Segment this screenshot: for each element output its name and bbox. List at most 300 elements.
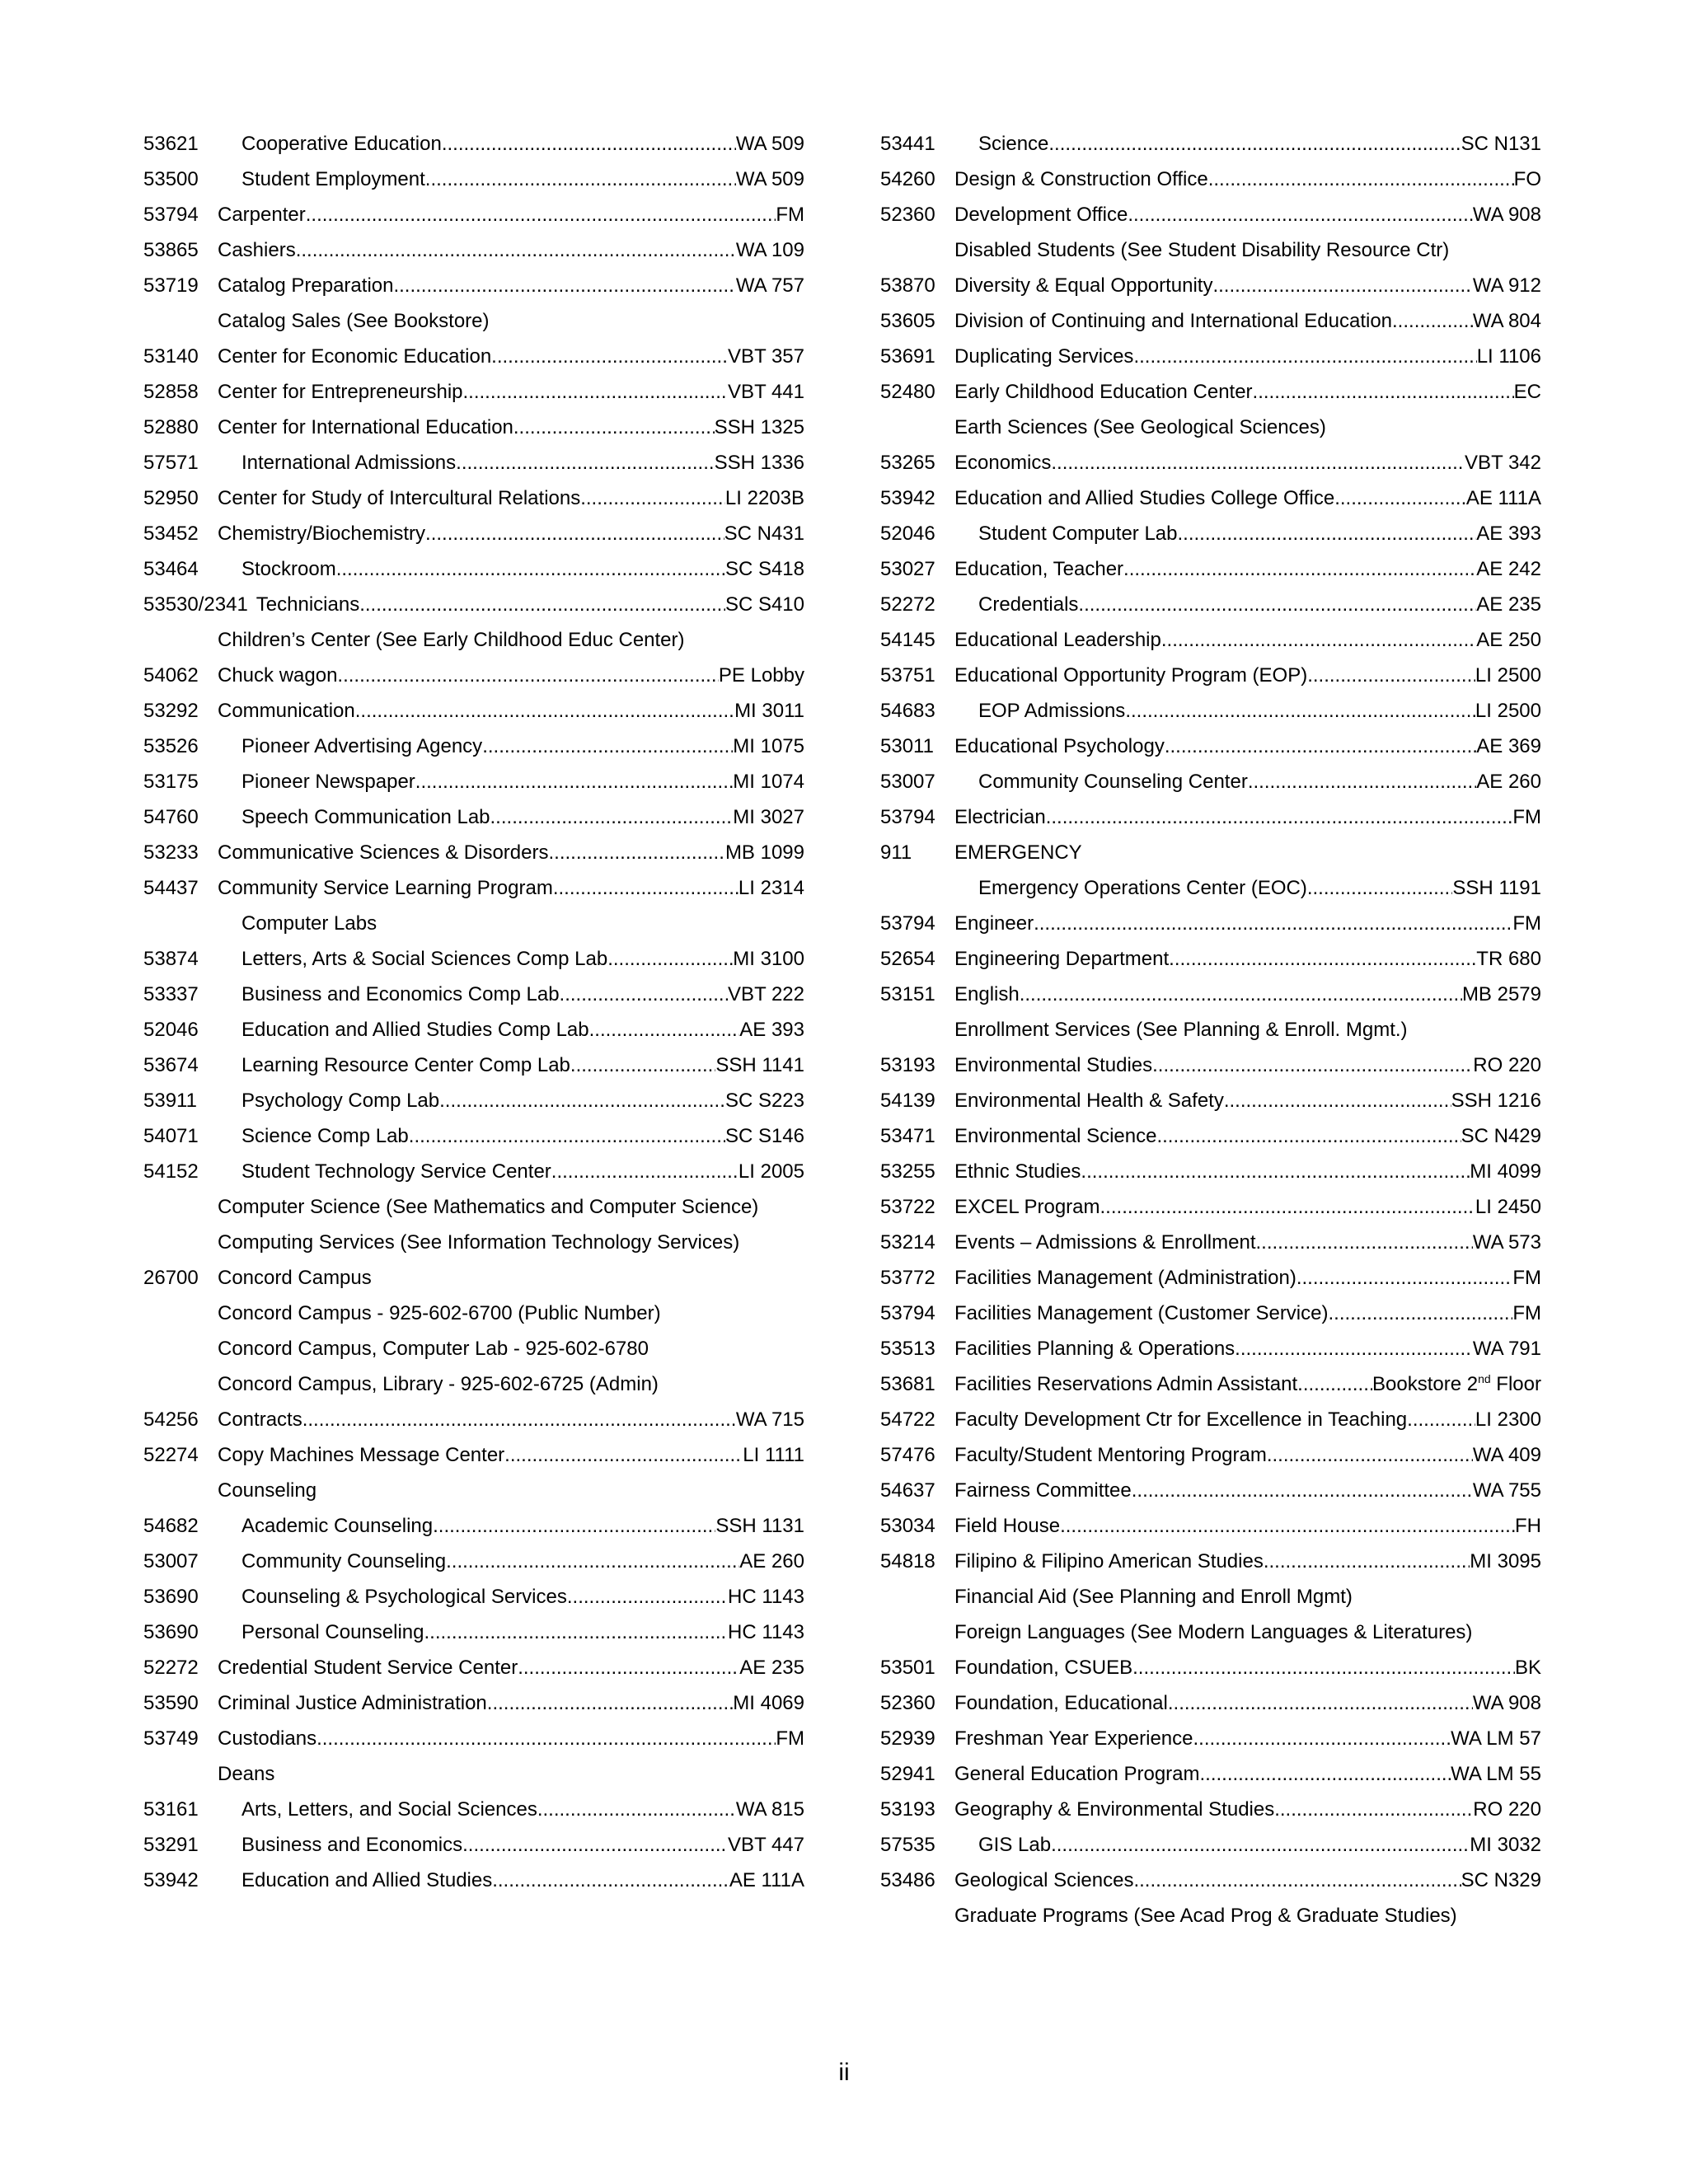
entry-body	[954, 1691, 1541, 1716]
directory-entry	[143, 309, 804, 344]
extension-number: 54145	[880, 629, 935, 651]
location: MB 2579	[1461, 983, 1541, 1005]
dot-leader	[355, 699, 734, 724]
department-name: Computer Labs	[241, 912, 377, 935]
directory-entry	[143, 132, 804, 167]
location: VBT 447	[728, 1834, 804, 1856]
dot-leader	[1208, 167, 1514, 192]
entry-body	[954, 1868, 1541, 1893]
directory-entry	[880, 663, 1541, 699]
entry-body	[218, 1762, 804, 1787]
location: AE 393	[1476, 523, 1541, 545]
department-name: Community Counseling	[241, 1550, 447, 1572]
extension-number: 53193	[880, 1054, 935, 1076]
department-name: Personal Counseling	[241, 1621, 424, 1643]
directory-entry	[880, 274, 1541, 309]
directory-entry	[143, 203, 804, 238]
entry-body	[218, 451, 804, 476]
department-name: Electrician	[954, 806, 1046, 828]
extension-number: 53265	[880, 452, 935, 474]
department-name: Academic Counseling	[241, 1515, 434, 1537]
extension-number: 53530/2341	[143, 593, 248, 616]
entry-body	[954, 238, 1541, 263]
dot-leader	[462, 1833, 728, 1858]
extension-number: 26700	[143, 1267, 199, 1289]
extension-number: 57571	[143, 452, 199, 474]
dot-leader	[1267, 1443, 1473, 1468]
extension-number: 52858	[143, 381, 199, 403]
extension-number: 53175	[143, 771, 199, 793]
directory-entry	[143, 1691, 804, 1727]
entry-body	[954, 1620, 1541, 1645]
extension-number: 52360	[880, 1692, 935, 1714]
entry-body	[954, 663, 1541, 688]
entry-body	[954, 1762, 1541, 1787]
department-name: Educational Psychology	[954, 735, 1165, 757]
entry-body	[218, 522, 804, 546]
dot-leader	[1051, 451, 1465, 476]
entry-body	[218, 770, 804, 794]
directory-entry	[143, 1266, 804, 1301]
location: SSH 1216	[1451, 1090, 1541, 1112]
entry-body	[954, 1727, 1541, 1751]
dot-leader	[424, 1620, 728, 1645]
extension-number: 53034	[880, 1515, 935, 1537]
location: WA 791	[1472, 1338, 1541, 1360]
dot-leader	[442, 132, 736, 157]
directory-entry	[143, 628, 804, 663]
extension-number: 53007	[880, 771, 935, 793]
extension-number: 53464	[143, 558, 199, 580]
department-name: Emergency Operations Center (EOC)	[978, 877, 1307, 899]
dot-leader	[1248, 770, 1476, 794]
directory-entry	[143, 1833, 804, 1868]
directory-entry	[143, 1868, 804, 1904]
department-name: GIS Lab	[978, 1834, 1052, 1856]
entry-body	[954, 380, 1541, 405]
dot-leader	[1152, 1053, 1473, 1078]
directory-entry	[880, 805, 1541, 841]
entry-body	[954, 1479, 1541, 1503]
location: MI 3027	[733, 806, 804, 828]
dot-leader	[425, 167, 736, 192]
location: VBT 357	[728, 345, 804, 368]
department-name: Educational Opportunity Program (EOP)	[954, 664, 1308, 687]
entry-body	[218, 947, 804, 972]
department-name: Communication	[218, 700, 355, 722]
department-name: Catalog Sales (See Bookstore)	[218, 310, 490, 332]
entry-body	[218, 274, 804, 298]
location: AE 235	[739, 1657, 804, 1679]
directory-entry	[880, 947, 1541, 982]
dot-leader	[567, 1585, 728, 1610]
entry-body	[954, 1443, 1541, 1468]
directory-entry	[880, 1797, 1541, 1833]
department-name: English	[954, 983, 1020, 1005]
extension-number: 53794	[880, 1302, 935, 1324]
extension-number: 54818	[880, 1550, 935, 1572]
extension-number: 53007	[143, 1550, 199, 1572]
department-name: Center for Study of Intercultural Relations	[218, 487, 581, 509]
department-name: Education and Allied Studies College Office	[954, 487, 1335, 509]
entry-body	[218, 167, 804, 192]
dot-leader	[607, 947, 733, 972]
location: WA 757	[735, 274, 804, 297]
location: HC 1143	[728, 1621, 804, 1643]
location: SC N429	[1461, 1125, 1541, 1147]
department-name: Faculty Development Ctr for Excellence in Teaching	[954, 1408, 1408, 1431]
department-name: EMERGENCY	[954, 841, 1082, 864]
directory-entry	[880, 1230, 1541, 1266]
department-name: Cashiers	[218, 239, 296, 261]
dot-leader	[482, 734, 733, 759]
directory-entry	[143, 1018, 804, 1053]
location: LI 1111	[743, 1444, 804, 1466]
location: FM	[776, 1727, 804, 1750]
entry-body	[954, 557, 1541, 582]
location: MI 4069	[733, 1692, 804, 1714]
location: WA 715	[735, 1408, 804, 1431]
dot-leader	[1123, 557, 1476, 582]
dot-leader	[1034, 912, 1512, 936]
location: FM	[1512, 806, 1541, 828]
dot-leader	[1274, 1797, 1473, 1822]
entry-body	[218, 628, 804, 653]
entry-body	[954, 344, 1541, 369]
extension-number: 53501	[880, 1657, 935, 1679]
directory-entry	[143, 876, 804, 912]
entry-body	[218, 1053, 804, 1078]
dot-leader	[316, 1727, 776, 1751]
location: SC S223	[724, 1090, 804, 1112]
location: LI 2450	[1475, 1196, 1541, 1218]
directory-entry	[880, 982, 1541, 1018]
department-name: Field House	[954, 1515, 1061, 1537]
directory-entry	[880, 1124, 1541, 1160]
entry-body	[954, 1018, 1541, 1043]
department-name: Computing Services (See Information Technology Services)	[218, 1231, 740, 1254]
department-name: Pioneer Advertising Agency	[241, 735, 483, 757]
department-name: Community Service Learning Program	[218, 877, 553, 899]
department-name: Cooperative Education	[241, 133, 442, 155]
directory-entry	[880, 1727, 1541, 1762]
directory-entry	[880, 1195, 1541, 1230]
department-name: Events – Admissions & Enrollment	[954, 1231, 1256, 1254]
department-name: Geological Sciences	[954, 1869, 1134, 1891]
extension-number: 52939	[880, 1727, 935, 1750]
directory-entry	[143, 734, 804, 770]
directory-entry	[880, 1514, 1541, 1549]
department-name: Criminal Justice Administration	[218, 1692, 487, 1714]
extension-number: 52950	[143, 487, 199, 509]
department-name: Faculty/Student Mentoring Program	[954, 1444, 1267, 1466]
dot-leader	[1156, 1124, 1461, 1149]
location: MI 3095	[1470, 1550, 1541, 1572]
right-column	[880, 132, 1541, 1939]
directory-entry	[880, 1018, 1541, 1053]
dot-leader	[415, 770, 733, 794]
directory-entry	[880, 1585, 1541, 1620]
department-name: Financial Aid (See Planning and Enroll Mgmt)	[954, 1586, 1353, 1608]
entry-body	[218, 380, 804, 405]
department-name: EOP Admissions	[978, 700, 1126, 722]
department-name: Environmental Science	[954, 1125, 1157, 1147]
extension-number: 54682	[143, 1515, 199, 1537]
extension-number: 53590	[143, 1692, 199, 1714]
dot-leader	[504, 1443, 743, 1468]
extension-number: 54637	[880, 1479, 935, 1502]
location: FO	[1513, 168, 1541, 190]
directory-entry	[143, 557, 804, 593]
directory-entry	[880, 1620, 1541, 1656]
entry-body	[954, 486, 1541, 511]
location: SC N431	[724, 523, 804, 545]
extension-number: 54722	[880, 1408, 935, 1431]
directory-entry	[880, 699, 1541, 734]
location: MI 1075	[733, 735, 804, 757]
entry-body	[218, 734, 804, 759]
department-name: Science Comp Lab	[241, 1125, 409, 1147]
directory-entry	[880, 1301, 1541, 1337]
department-name: Engineering Department	[954, 948, 1170, 970]
directory-entry	[143, 274, 804, 309]
department-name: Duplicating Services	[954, 345, 1134, 368]
location: WA 755	[1472, 1479, 1541, 1502]
directory-entry	[880, 1833, 1541, 1868]
entry-body	[954, 1656, 1541, 1680]
location: AE 242	[1476, 558, 1541, 580]
entry-body	[218, 415, 804, 440]
directory-entry	[143, 1195, 804, 1230]
entry-body	[954, 167, 1541, 192]
department-name: Pioneer Newspaper	[241, 771, 415, 793]
directory-entry	[143, 1408, 804, 1443]
entry-body	[954, 1053, 1541, 1078]
dot-leader	[1169, 947, 1476, 972]
location: FM	[776, 204, 804, 226]
page-number: ii	[838, 2059, 850, 2086]
extension-number: 53292	[143, 700, 199, 722]
entry-body	[954, 1585, 1541, 1610]
extension-number: 54071	[143, 1125, 199, 1147]
extension-number: 53751	[880, 664, 935, 687]
directory-entry	[143, 1372, 804, 1408]
extension-number: 53621	[143, 133, 199, 155]
entry-body	[218, 132, 804, 157]
department-name: Filipino & Filipino American Studies	[954, 1550, 1264, 1572]
location: SC N131	[1461, 133, 1541, 155]
department-name: Concord Campus, Library - 925-602-6725 (Admin)	[218, 1373, 659, 1395]
dot-leader	[548, 841, 724, 865]
dot-leader	[560, 982, 729, 1007]
extension-number: 52654	[880, 948, 935, 970]
extension-number: 53255	[880, 1160, 935, 1183]
directory-entry	[880, 876, 1541, 912]
extension-number: 54260	[880, 168, 935, 190]
location: AE 260	[1476, 771, 1541, 793]
extension-number: 54683	[880, 700, 935, 722]
department-name: Facilities Planning & Operations	[954, 1338, 1236, 1360]
directory-entry	[143, 1124, 804, 1160]
left-column	[143, 132, 804, 1904]
dot-leader	[580, 486, 725, 511]
department-name: Facilities Management (Customer Service)	[954, 1302, 1329, 1324]
department-name: Fairness Committee	[954, 1479, 1132, 1502]
department-name: Center for Economic Education	[218, 345, 492, 368]
department-name: Foundation, CSUEB	[954, 1657, 1133, 1679]
directory-entry	[143, 982, 804, 1018]
directory-entry	[880, 203, 1541, 238]
department-name: Economics	[954, 452, 1052, 474]
department-name: Deans	[218, 1763, 275, 1785]
department-name: Concord Campus	[218, 1267, 372, 1289]
extension-number: 54760	[143, 806, 199, 828]
dot-leader	[1046, 805, 1513, 830]
entry-body	[218, 1691, 804, 1716]
directory-entry	[143, 380, 804, 415]
extension-number: 53691	[880, 345, 935, 368]
entry-body	[218, 1833, 804, 1858]
entry-body	[954, 699, 1541, 724]
directory-entry	[143, 1514, 804, 1549]
extension-number: 53291	[143, 1834, 199, 1856]
department-name: Diversity & Equal Opportunity	[954, 274, 1213, 297]
location: BK	[1514, 1657, 1541, 1679]
entry-body	[218, 1372, 804, 1397]
department-name: Contracts	[218, 1408, 302, 1431]
directory-entry	[880, 1337, 1541, 1372]
dot-leader	[537, 1797, 736, 1822]
dot-leader	[1020, 982, 1462, 1007]
entry-body	[218, 699, 804, 724]
location: LI 1106	[1476, 345, 1541, 368]
location: VBT 222	[728, 983, 804, 1005]
location: SC S146	[724, 1125, 804, 1147]
location: MI 3100	[733, 948, 804, 970]
directory-entry	[143, 947, 804, 982]
entry-body	[954, 1833, 1541, 1858]
extension-number: 53722	[880, 1196, 935, 1218]
entry-body	[954, 1266, 1541, 1291]
dot-leader	[553, 876, 738, 901]
directory-entry	[143, 1479, 804, 1514]
dot-leader	[1161, 628, 1476, 653]
dot-leader	[1128, 203, 1473, 227]
location: TR 680	[1476, 948, 1541, 970]
extension-number: 54152	[143, 1160, 199, 1183]
entry-body	[954, 628, 1541, 653]
dot-leader	[518, 1656, 739, 1680]
extension-number: 53471	[880, 1125, 935, 1147]
directory-entry	[143, 415, 804, 451]
department-name: Counseling & Psychological Services	[241, 1586, 567, 1608]
extension-number: 911	[880, 841, 912, 864]
entry-body	[218, 344, 804, 369]
entry-body	[954, 1089, 1541, 1113]
entry-body	[218, 1514, 804, 1539]
dot-leader	[1100, 1195, 1475, 1220]
directory-entry	[880, 1656, 1541, 1691]
entry-body	[218, 841, 804, 865]
entry-body	[218, 1479, 804, 1503]
location: WA 908	[1472, 204, 1541, 226]
location: PE Lobby	[718, 664, 804, 687]
extension-number: 52360	[880, 204, 935, 226]
dot-leader	[487, 1691, 734, 1716]
dot-leader	[1392, 309, 1473, 334]
directory-entry	[143, 699, 804, 734]
location: EC	[1513, 381, 1541, 403]
location: WA 509	[735, 168, 804, 190]
entry-body	[218, 1727, 804, 1751]
department-name: Technicians	[256, 593, 360, 616]
dot-leader	[1060, 1514, 1515, 1539]
department-name: Letters, Arts & Social Sciences Comp Lab	[241, 948, 608, 970]
department-name: Credentials	[978, 593, 1079, 616]
dot-leader	[439, 1089, 725, 1113]
entry-body	[954, 203, 1541, 227]
extension-number: 52272	[880, 593, 935, 616]
location: RO 220	[1473, 1798, 1541, 1821]
directory-entry	[143, 841, 804, 876]
dot-leader	[446, 1549, 739, 1574]
department-name: Education and Allied Studies Comp Lab	[241, 1019, 589, 1041]
department-name: Ethnic Studies	[954, 1160, 1081, 1183]
entry-body	[954, 841, 1541, 865]
location: FM	[1512, 1267, 1541, 1289]
directory-entry	[880, 486, 1541, 522]
extension-number: 53870	[880, 274, 935, 297]
dot-leader	[589, 1018, 740, 1043]
dot-leader	[1168, 1691, 1473, 1716]
directory-entry	[880, 1408, 1541, 1443]
directory-entry	[143, 451, 804, 486]
dot-leader	[1307, 876, 1453, 901]
location: Bookstore 2nd Floor	[1372, 1372, 1541, 1395]
dot-leader	[433, 1514, 715, 1539]
entry-body	[218, 1797, 804, 1822]
directory-entry	[880, 1904, 1541, 1939]
directory-entry	[880, 344, 1541, 380]
extension-number: 53140	[143, 345, 199, 368]
entry-body	[256, 593, 804, 617]
location: SSH 1325	[714, 416, 804, 438]
department-name: Education and Allied Studies	[241, 1869, 493, 1891]
location: WA 908	[1472, 1692, 1541, 1714]
extension-number: 53865	[143, 239, 199, 261]
extension-number: 53441	[880, 133, 935, 155]
extension-number: 52941	[880, 1763, 935, 1785]
directory-entry	[880, 167, 1541, 203]
location: HC 1143	[728, 1586, 804, 1608]
dot-leader	[1253, 380, 1514, 405]
entry-body	[218, 557, 804, 582]
directory-entry	[143, 1443, 804, 1479]
directory-entry	[143, 663, 804, 699]
dot-leader	[1193, 1727, 1451, 1751]
location: WA 912	[1472, 274, 1541, 297]
directory-entry	[880, 912, 1541, 947]
department-name: Credential Student Service Center	[218, 1657, 518, 1679]
directory-entry	[880, 1549, 1541, 1585]
entry-body	[218, 1230, 804, 1255]
directory-entry	[880, 1089, 1541, 1124]
department-name: Disabled Students (See Student Disability Resource Ctr)	[954, 239, 1450, 261]
entry-body	[218, 1018, 804, 1043]
department-name: Design & Construction Office	[954, 168, 1208, 190]
location: SC S410	[724, 593, 804, 616]
dot-leader	[1200, 1762, 1451, 1787]
